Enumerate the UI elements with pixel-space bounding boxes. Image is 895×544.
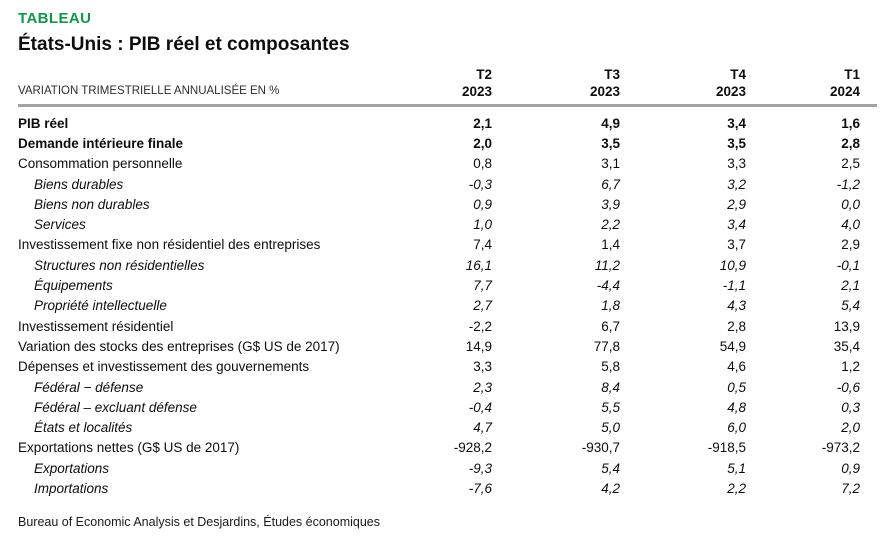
- value-cell: -973,2: [821, 440, 860, 456]
- table-row: [18, 357, 877, 377]
- row-label: Importations: [34, 480, 109, 496]
- row-label: Services: [34, 217, 86, 233]
- value-cell: 2,1: [841, 278, 860, 294]
- row-label: États et localités: [34, 420, 133, 436]
- value-cell: 1,6: [841, 115, 860, 131]
- value-cell: 11,2: [594, 257, 620, 273]
- value-cell: 54,9: [719, 338, 746, 354]
- value-cell: 5,0: [601, 420, 620, 436]
- row-label: Fédéral – excluant défense: [34, 399, 197, 415]
- value-cell: -2,2: [468, 318, 492, 334]
- value-cell: 1,2: [841, 359, 860, 375]
- value-cell: 2,0: [841, 420, 860, 436]
- year-label: 2023: [461, 84, 492, 99]
- value-cell: 2,2: [727, 480, 746, 496]
- value-cell: 2,8: [727, 318, 746, 334]
- row-label: Équipements: [34, 278, 113, 294]
- value-cell: 2,9: [841, 237, 860, 253]
- value-cell: 3,2: [727, 176, 746, 192]
- value-cell: 2,0: [473, 135, 492, 151]
- value-cell: 2,9: [727, 196, 746, 212]
- table-row: [18, 235, 877, 255]
- value-cell: 4,2: [601, 480, 620, 496]
- row-label: Consommation personnelle: [18, 156, 183, 172]
- table-body: [18, 113, 877, 499]
- row-label: Investissement résidentiel: [18, 318, 174, 334]
- table-row: [18, 133, 877, 153]
- row-label: PIB réel: [18, 115, 69, 131]
- value-cell: 0,9: [841, 460, 860, 476]
- value-cell: 4,0: [841, 217, 860, 233]
- table-row: [18, 417, 877, 437]
- column-header: [492, 66, 620, 100]
- value-cell: 4,7: [473, 420, 492, 436]
- value-cell: -7,6: [468, 480, 492, 496]
- value-cell: 5,4: [841, 298, 860, 314]
- year-label: 2023: [715, 84, 746, 99]
- column-header: [746, 66, 877, 100]
- table-row: [18, 275, 877, 295]
- table-row: [18, 255, 877, 275]
- quarter-label: T3: [604, 67, 620, 82]
- year-label: 2023: [589, 84, 620, 99]
- value-cell: 5,8: [601, 359, 620, 375]
- value-cell: 4,9: [601, 115, 620, 131]
- value-cell: 5,5: [601, 399, 620, 415]
- value-cell: 3,5: [601, 135, 620, 151]
- value-cell: 6,7: [601, 176, 620, 192]
- value-cell: 1,0: [473, 217, 492, 233]
- value-cell: 10,9: [719, 257, 746, 273]
- column-header: [364, 66, 492, 100]
- quarter-label: T1: [844, 67, 860, 82]
- row-label: Dépenses et investissement des gouvernements: [18, 359, 310, 375]
- row-label: Investissement fixe non résidentiel des entreprises: [18, 237, 321, 253]
- value-cell: -0,6: [836, 379, 860, 395]
- value-cell: -9,3: [468, 460, 492, 476]
- table-row: [18, 154, 877, 174]
- table-row: [18, 316, 877, 336]
- value-cell: -0,4: [468, 399, 492, 415]
- value-cell: 7,7: [473, 278, 492, 294]
- value-cell: 3,3: [727, 156, 746, 172]
- value-cell: 0,8: [473, 156, 492, 172]
- value-cell: 2,1: [473, 115, 492, 131]
- year-label: 2024: [829, 84, 860, 99]
- value-cell: 7,2: [841, 480, 860, 496]
- table-row: [18, 336, 877, 356]
- value-cell: 3,3: [473, 359, 492, 375]
- value-cell: -0,1: [836, 257, 860, 273]
- value-cell: -928,2: [453, 440, 492, 456]
- value-cell: -0,3: [468, 176, 492, 192]
- row-label: Fédéral − défense: [34, 379, 144, 395]
- value-cell: 7,4: [473, 237, 492, 253]
- row-label: Demande intérieure finale: [18, 135, 184, 151]
- value-cell: 4,3: [727, 298, 746, 314]
- value-cell: 3,1: [601, 156, 620, 172]
- value-cell: -4,4: [596, 278, 620, 294]
- table-row: [18, 438, 877, 458]
- value-cell: 3,7: [727, 237, 746, 253]
- value-cell: 5,1: [727, 460, 746, 476]
- value-cell: -1,1: [722, 278, 746, 294]
- value-cell: 3,4: [727, 115, 746, 131]
- row-label: Exportations: [34, 460, 110, 476]
- source-note: Bureau of Economic Analysis et Desjardins, Études économiques: [18, 515, 380, 529]
- table-row: [18, 397, 877, 417]
- table-row: [18, 174, 877, 194]
- value-cell: 14,9: [465, 338, 492, 354]
- table-row: [18, 296, 877, 316]
- value-cell: 13,9: [833, 318, 860, 334]
- value-cell: 0,5: [727, 379, 746, 395]
- table-row: [18, 113, 877, 133]
- value-cell: 2,5: [841, 156, 860, 172]
- value-cell: 0,3: [841, 399, 860, 415]
- value-cell: 6,0: [727, 420, 746, 436]
- row-label: Structures non résidentielles: [34, 257, 205, 273]
- table-row: [18, 214, 877, 234]
- value-cell: 2,2: [601, 217, 620, 233]
- value-cell: 35,4: [833, 338, 860, 354]
- row-label: Propriété intellectuelle: [34, 298, 167, 314]
- value-cell: 0,0: [841, 196, 860, 212]
- value-cell: 0,9: [473, 196, 492, 212]
- value-cell: 8,4: [601, 379, 620, 395]
- table-row: [18, 194, 877, 214]
- row-label: Biens durables: [34, 176, 124, 192]
- value-cell: 3,5: [727, 135, 746, 151]
- value-cell: 2,7: [473, 298, 492, 314]
- value-cell: 3,9: [601, 196, 620, 212]
- row-label: Variation des stocks des entreprises (G$ US de 2017): [18, 338, 340, 354]
- value-cell: 77,8: [593, 338, 620, 354]
- table-row: [18, 478, 877, 498]
- value-cell: 1,4: [601, 237, 620, 253]
- value-cell: 16,1: [465, 257, 492, 273]
- value-cell: -1,2: [836, 176, 860, 192]
- value-cell: 2,8: [841, 135, 860, 151]
- row-label: Biens non durables: [34, 196, 150, 212]
- value-cell: 1,8: [601, 298, 620, 314]
- value-cell: -918,5: [707, 440, 746, 456]
- value-cell: 4,8: [727, 399, 746, 415]
- value-cell: 4,6: [727, 359, 746, 375]
- value-cell: 3,4: [727, 217, 746, 233]
- quarter-label: T4: [730, 67, 746, 82]
- table-title: États-Unis : PIB réel et composantes: [18, 34, 350, 55]
- column-header: [620, 66, 746, 100]
- quarter-label: T2: [476, 67, 492, 82]
- row-label: Exportations nettes (G$ US de 2017): [18, 440, 240, 456]
- table-kicker: TABLEAU: [18, 10, 92, 27]
- unit-label: VARIATION TRIMESTRIELLE ANNUALISÉE EN %: [18, 85, 280, 97]
- table-header-row: [18, 66, 877, 107]
- value-cell: -930,7: [581, 440, 620, 456]
- value-cell: 5,4: [601, 460, 620, 476]
- table-row: [18, 458, 877, 478]
- value-cell: 2,3: [473, 379, 492, 395]
- table-row: [18, 377, 877, 397]
- value-cell: 6,7: [601, 318, 620, 334]
